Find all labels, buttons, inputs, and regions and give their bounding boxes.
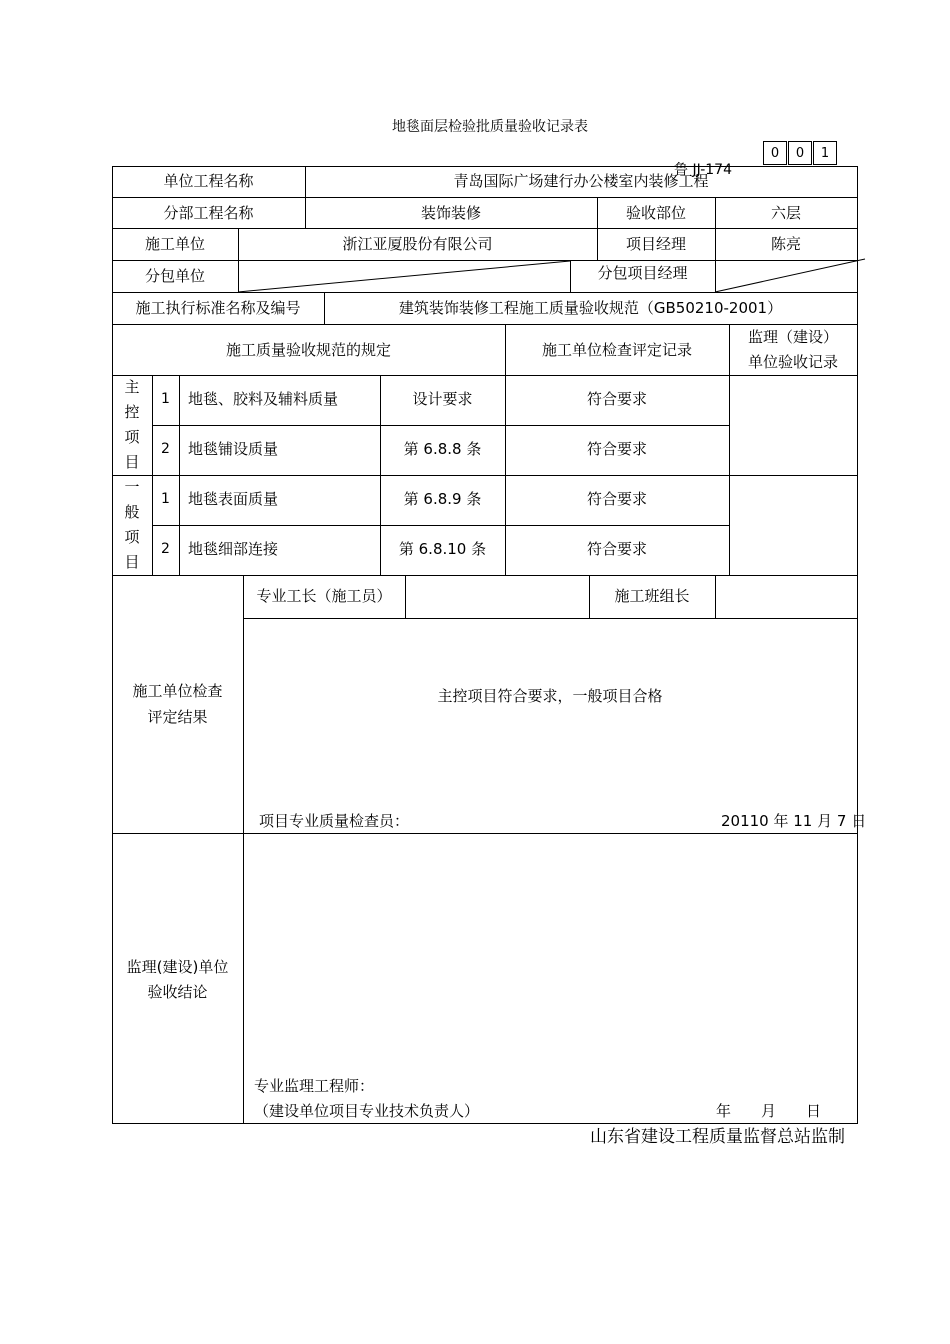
general-items-label-char: 一 [124,478,140,496]
general-item-no: 1 [161,491,170,507]
main-items-label-char: 控 [124,403,140,421]
main-items-label-char: 项 [124,428,140,446]
serial-digit-2: 0 [788,141,812,165]
form-title: 地毯面层检验批质量验收记录表 [392,119,588,135]
supervision-label-line2: 验收结论 [147,983,208,1001]
unit-result-date: 20110 年 11 月 7 日 [721,812,867,830]
team-leader-label: 施工班组长 [614,587,690,605]
strike-line [715,259,865,292]
footer-issuer: 山东省建设工程质量监督总站监制 [590,1127,845,1147]
main-item-result: 符合要求 [586,390,647,408]
supervision-column-header-line1: 监理（建设） [747,328,838,346]
acceptance-location-label: 验收部位 [625,204,686,222]
construction-unit-value: 浙江亚厦股份有限公司 [342,235,493,253]
owner-technical-lead-label: （建设单位项目专业技术负责人） [254,1102,480,1120]
unit-result-label-line2: 评定结果 [147,708,208,726]
sub-project-manager-label: 分包项目经理 [597,264,688,282]
strike-line [238,261,570,292]
project-manager-value: 陈亮 [770,235,801,253]
general-item-name: 地毯表面质量 [188,490,279,508]
general-items-label-char: 项 [124,528,140,546]
supervision-label-line1: 监理(建设)单位 [126,958,229,976]
serial-digit-3: 1 [813,141,837,165]
standard-label: 施工执行标准名称及编号 [135,299,301,317]
quality-inspector-label: 项目专业质量检查员： [259,812,410,830]
supervision-date-label: 年 月 日 [716,1102,822,1120]
main-item-name: 地毯、胶料及辅料质量 [188,390,339,408]
subcontractor-label: 分包单位 [144,267,205,285]
general-item-result: 符合要求 [586,540,647,558]
serial-digit-1: 0 [763,141,787,165]
unit-project-value: 青岛国际广场建行办公楼室内装修工程 [453,172,709,190]
sub-project-value: 装饰装修 [420,204,481,222]
general-item-name: 地毯细部连接 [188,540,279,558]
general-item-result: 符合要求 [586,490,647,508]
standard-value: 建筑装饰装修工程施工质量验收规范（GB50210-2001） [398,299,783,317]
foreman-label: 专业工长（施工员） [256,587,392,605]
construction-unit-label: 施工单位 [144,235,205,253]
main-item-name: 地毯铺设质量 [188,440,279,458]
spec-column-header: 施工质量验收规范的规定 [225,341,391,359]
unit-check-column-header: 施工单位检查评定记录 [541,341,692,359]
supervision-engineer-label: 专业监理工程师： [254,1077,375,1095]
main-item-requirement: 设计要求 [412,390,473,408]
general-item-requirement: 第 6.8.10 条 [398,540,487,558]
unit-conclusion: 主控项目符合要求，一般项目合格 [437,687,663,705]
general-items-label-char: 般 [124,503,140,521]
general-items-label-char: 目 [124,553,140,571]
main-items-label-char: 主 [124,378,140,396]
main-item-no: 2 [161,441,170,457]
supervision-column-header-line2: 单位验收记录 [747,353,838,371]
main-item-requirement: 第 6.8.8 条 [403,440,482,458]
unit-result-label-line1: 施工单位检查 [132,682,223,700]
main-item-no: 1 [161,391,170,407]
sub-project-label: 分部工程名称 [163,204,254,222]
main-items-label-char: 目 [124,453,140,471]
general-item-no: 2 [161,541,170,557]
main-item-result: 符合要求 [586,440,647,458]
general-item-requirement: 第 6.8.9 条 [403,490,482,508]
form-code: 鲁 JJ-174 [674,162,732,178]
project-manager-label: 项目经理 [625,235,686,253]
unit-project-label: 单位工程名称 [163,172,254,190]
acceptance-location-value: 六层 [770,204,801,222]
